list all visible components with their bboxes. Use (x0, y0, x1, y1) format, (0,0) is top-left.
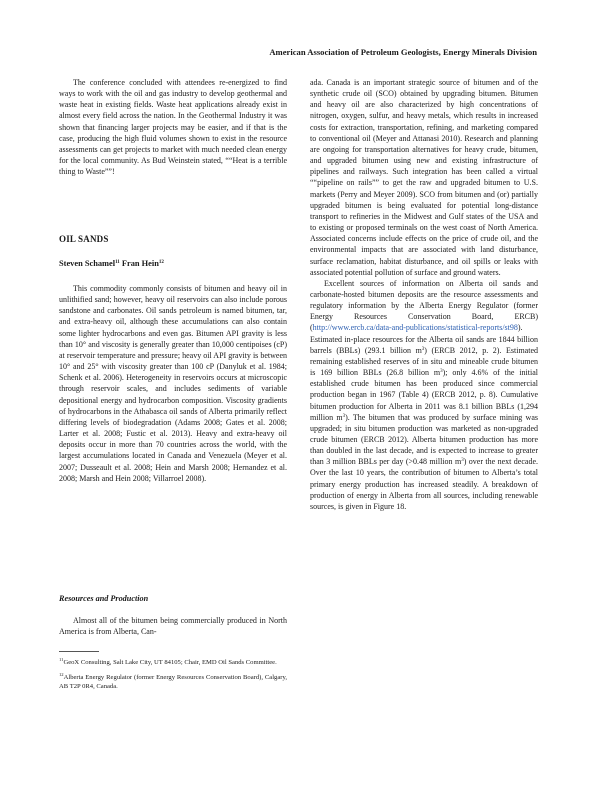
oil-sands-paragraph: This commodity commonly consists of bitumen and heavy oil in unlithified sand; however, heavy oil reservoirs can also include porous sandstone and carbonates. Oil sands petroleum is named bitumen, tar, and extra-heavy oil, although these accumulations can also contain some lighter hydrocarbons and even gas. Bitumen API gravity is less than 10° and viscosity is generally greater than 10,000 centipoises (cP) at reservoir temperature and pressure; heavy oil API gravity is between 10° and 25° with viscosity greater than 100 cP (Danyluk et al. 1984; Schenk et al. 2006). Heterogeneity in reservoirs occurs at microscopic through reservoir scales, and includes sediments of variable depositional energy and hydrocarbon composition. Viscosity gradients of hydrocarbons in the Athabasca oil sands of Alberta primarily reflect differing levels of biodegradation (Adams 2008; Gates et al. 2008; Larter et al. 2008; Fustic et al. 2013). Heavy and extra-heavy oil deposits occur in more than 70 countries across the world, with the largest accumulations located in Canada and Venezuela (Meyer et al. 2007; Dusseault et al. 2008; Hein and Marsh 2008; Hernandez et al. 2008; Marsh and Hein 2008; Villarroel 2008). (59, 284, 287, 483)
author-name: Steven Schamel (59, 259, 116, 268)
author-name: Fran Hein (121, 259, 159, 268)
ercb-link[interactable]: http://www.ercb.ca/data-and-publications/statistical-reports/st98 (312, 323, 518, 333)
author-footnote-mark: 12 (158, 260, 164, 265)
footnote-text: Alberta Energy Regulator (former Energy Resources Conservation Board), Calgary, AB T2P 0R4, Canada. (59, 674, 287, 690)
resources-block (59, 615, 287, 637)
sources-paragraph: Excellent sources of information on Alberta oil sands and carbonate-hosted bitumen deposits are the resource assessments and regulatory information by the Alberta Energy Regulator (former Energy Resources Conservation Board, ERCB) (http://www.ercb.ca/data-and-publications/statistical-reports/st98). Estimated in-place resources for the Alberta oil sands are 1844 billion barrels (BBLs) (293.1 billion $m^3$) (ERCB 2012, p. 2). Estimated remaining established reserves of in situ and mineable crude bitumen is 169 billion BBLs (26.8 billion $m^3$); only 4.6% of the initial established crude bitumen has been produced since commercial production began in 1967 (Table 4) (ERCB 2012, p. 8). Cumulative bitumen production for Alberta in 2011 was 8.1 billion BBLs (1,294 million $m^3$). The bitumen that was produced by surface mining was upgraded; in situ bitumen production was marketed as non-upgraded crude bitumen (ERCB 2012). Alberta bitumen production has more than doubled in the last decade, and is expected to increase to greater than 3 million BBLs per day (>0.48 million $m^3$) over the next decade. Over the last 10 years, the contribution of bitumen to Alberta’s total primary energy production has increased steadily. A breakdown of production of energy in Alberta from all sources, including renewable sources, is given in Figure 18. (310, 278, 539, 511)
conclusion-block (59, 77, 287, 177)
running-head: American Association of Petroleum Geologists, Energy Minerals Division (269, 47, 537, 57)
subsection-title: Resources and Production (59, 594, 149, 603)
footnote-12 (59, 670, 287, 691)
continued-paragraph: ada. Canada is an important strategic source of bitumen and of the synthetic crude oil (SCO) obtained by upgrading bitumen. Bitumen and heavy oil are also characterized by high concentrations of nitrogen, oxygen, sulfur, and heavy metals, which results in increased costs for extraction, transportation, refining, and marketing compared to conventional oil (Meyer and Attanasi 2010). Research and planning are ongoing for transportation alternatives for heavy crude, bitumen, and upgraded bitumen using new and existing infrastructure of pipelines and railways. Such integration has been called a virtual ““pipeline on rails”” to get the raw and upgraded bitumen to U.S. markets (Perry and Meyer 2009). SCO from bitumen and (or) partially upgraded bitumen is being evaluated for potential long-distance transport to refineries in the Midwest and Gulf states of the USA and to existing or proposed terminals on the west coast of North America. Associated concerns include effects on the price of crude oil, and the environmental impacts that are associated with land disturbance, surface reclamation, habitat disturbance, and oil spills or leaks with associated potential pollution of surface and ground waters. (310, 78, 538, 277)
footnote-number: 12 (59, 672, 64, 677)
footnote-rule (59, 651, 99, 652)
footnote-number: 11 (59, 657, 64, 662)
resources-paragraph: Almost all of the bitumen being commercially produced in North America is from Alberta, Can- (59, 616, 287, 637)
author-footnote-mark: 11 (115, 260, 120, 265)
oil-sands-block (59, 283, 287, 484)
right-column (310, 77, 538, 512)
conclusion-paragraph: The conference concluded with attendees re-energized to find ways to work with the oil and gas industry to develop geothermal and waste heat in existing fields. Waste heat applications already exist in almost every field across the nation. In the Geothermal Industry it was shown that financing larger projects may be easier, and if that is the case, producing the high fluid volumes shown to exist in the resource assessments can get projects to market with much needed clean energy for the local community. As Bud Weinstein stated, ““Heat is a terrible thing to Waste””! (59, 78, 287, 177)
footnote-11 (59, 655, 287, 667)
section-title: OIL SANDS (59, 234, 109, 244)
footnote-text: GeoX Consulting, Salt Lake City, UT 84105; Chair, EMD Oil Sands Committee. (63, 659, 277, 666)
author-line (59, 258, 164, 269)
footnotes (59, 655, 287, 694)
